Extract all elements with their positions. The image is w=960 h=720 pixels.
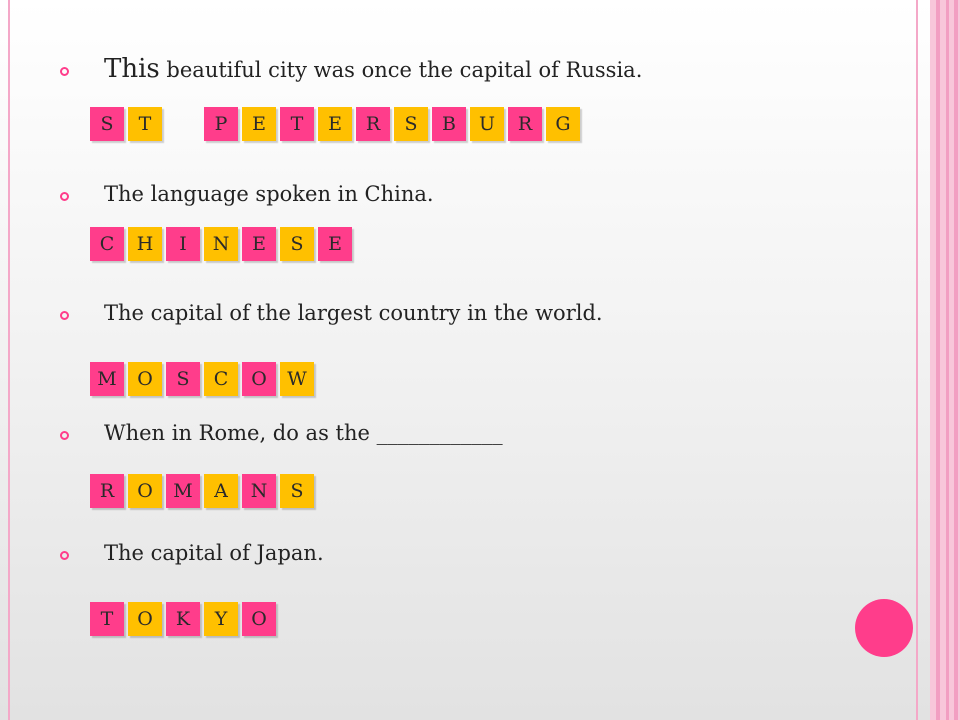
letter-tile: C <box>204 362 238 396</box>
letter-tile: K <box>166 602 200 636</box>
letter-tile: T <box>280 107 314 141</box>
letter-tile: E <box>242 227 276 261</box>
decorative-stripe <box>936 0 940 720</box>
letter-tile: C <box>90 227 124 261</box>
clue-text: The capital of Japan. <box>104 541 324 565</box>
clue-text: When in Rome, do as the ____________ <box>104 421 503 445</box>
letter-tile: Y <box>204 602 238 636</box>
bullet-icon <box>60 431 69 440</box>
answer-tiles <box>90 474 318 508</box>
letter-tile: S <box>280 474 314 508</box>
bullet-icon <box>60 311 69 320</box>
bullet-icon <box>60 192 69 201</box>
bullet-icon <box>60 67 69 76</box>
clue-rest: beautiful city was once the capital of Russia. <box>159 58 643 82</box>
letter-tile: U <box>470 107 504 141</box>
letter-tile: O <box>242 602 276 636</box>
letter-tile: R <box>508 107 542 141</box>
letter-tile: A <box>204 474 238 508</box>
letter-tile: O <box>128 474 162 508</box>
letter-tile: O <box>242 362 276 396</box>
letter-tile: O <box>128 602 162 636</box>
letter-tile: P <box>204 107 238 141</box>
clue-text <box>104 54 642 84</box>
letter-tile: N <box>242 474 276 508</box>
letter-tile: O <box>128 362 162 396</box>
letter-tile: H <box>128 227 162 261</box>
letter-tile: W <box>280 362 314 396</box>
clue-text: The capital of the largest country in the world. <box>104 301 603 325</box>
letter-tile: R <box>356 107 390 141</box>
decorative-stripe <box>946 0 949 720</box>
decorative-stripe <box>954 0 958 720</box>
frame-line-left <box>8 0 10 720</box>
letter-tile: E <box>318 107 352 141</box>
answer-tiles <box>90 602 280 636</box>
letter-tile: G <box>546 107 580 141</box>
letter-tile: T <box>128 107 162 141</box>
bullet-icon <box>60 551 69 560</box>
letter-tile: S <box>280 227 314 261</box>
answer-tiles <box>90 107 584 141</box>
decorative-circle <box>855 599 913 657</box>
letter-tile: R <box>90 474 124 508</box>
letter-tile: N <box>204 227 238 261</box>
letter-tile: E <box>242 107 276 141</box>
letter-tile: M <box>90 362 124 396</box>
letter-tile: I <box>166 227 200 261</box>
letter-tile: T <box>90 602 124 636</box>
letter-tile: M <box>166 474 200 508</box>
answer-tiles <box>90 227 356 261</box>
clue-text: The language spoken in China. <box>104 182 434 206</box>
letter-tile: E <box>318 227 352 261</box>
letter-tile: S <box>166 362 200 396</box>
letter-tile: S <box>394 107 428 141</box>
frame-line-right <box>916 0 918 720</box>
letter-tile-gap <box>166 107 200 141</box>
clue-lead-word: This <box>104 54 160 84</box>
answer-tiles <box>90 362 318 396</box>
letter-tile: S <box>90 107 124 141</box>
letter-tile: B <box>432 107 466 141</box>
